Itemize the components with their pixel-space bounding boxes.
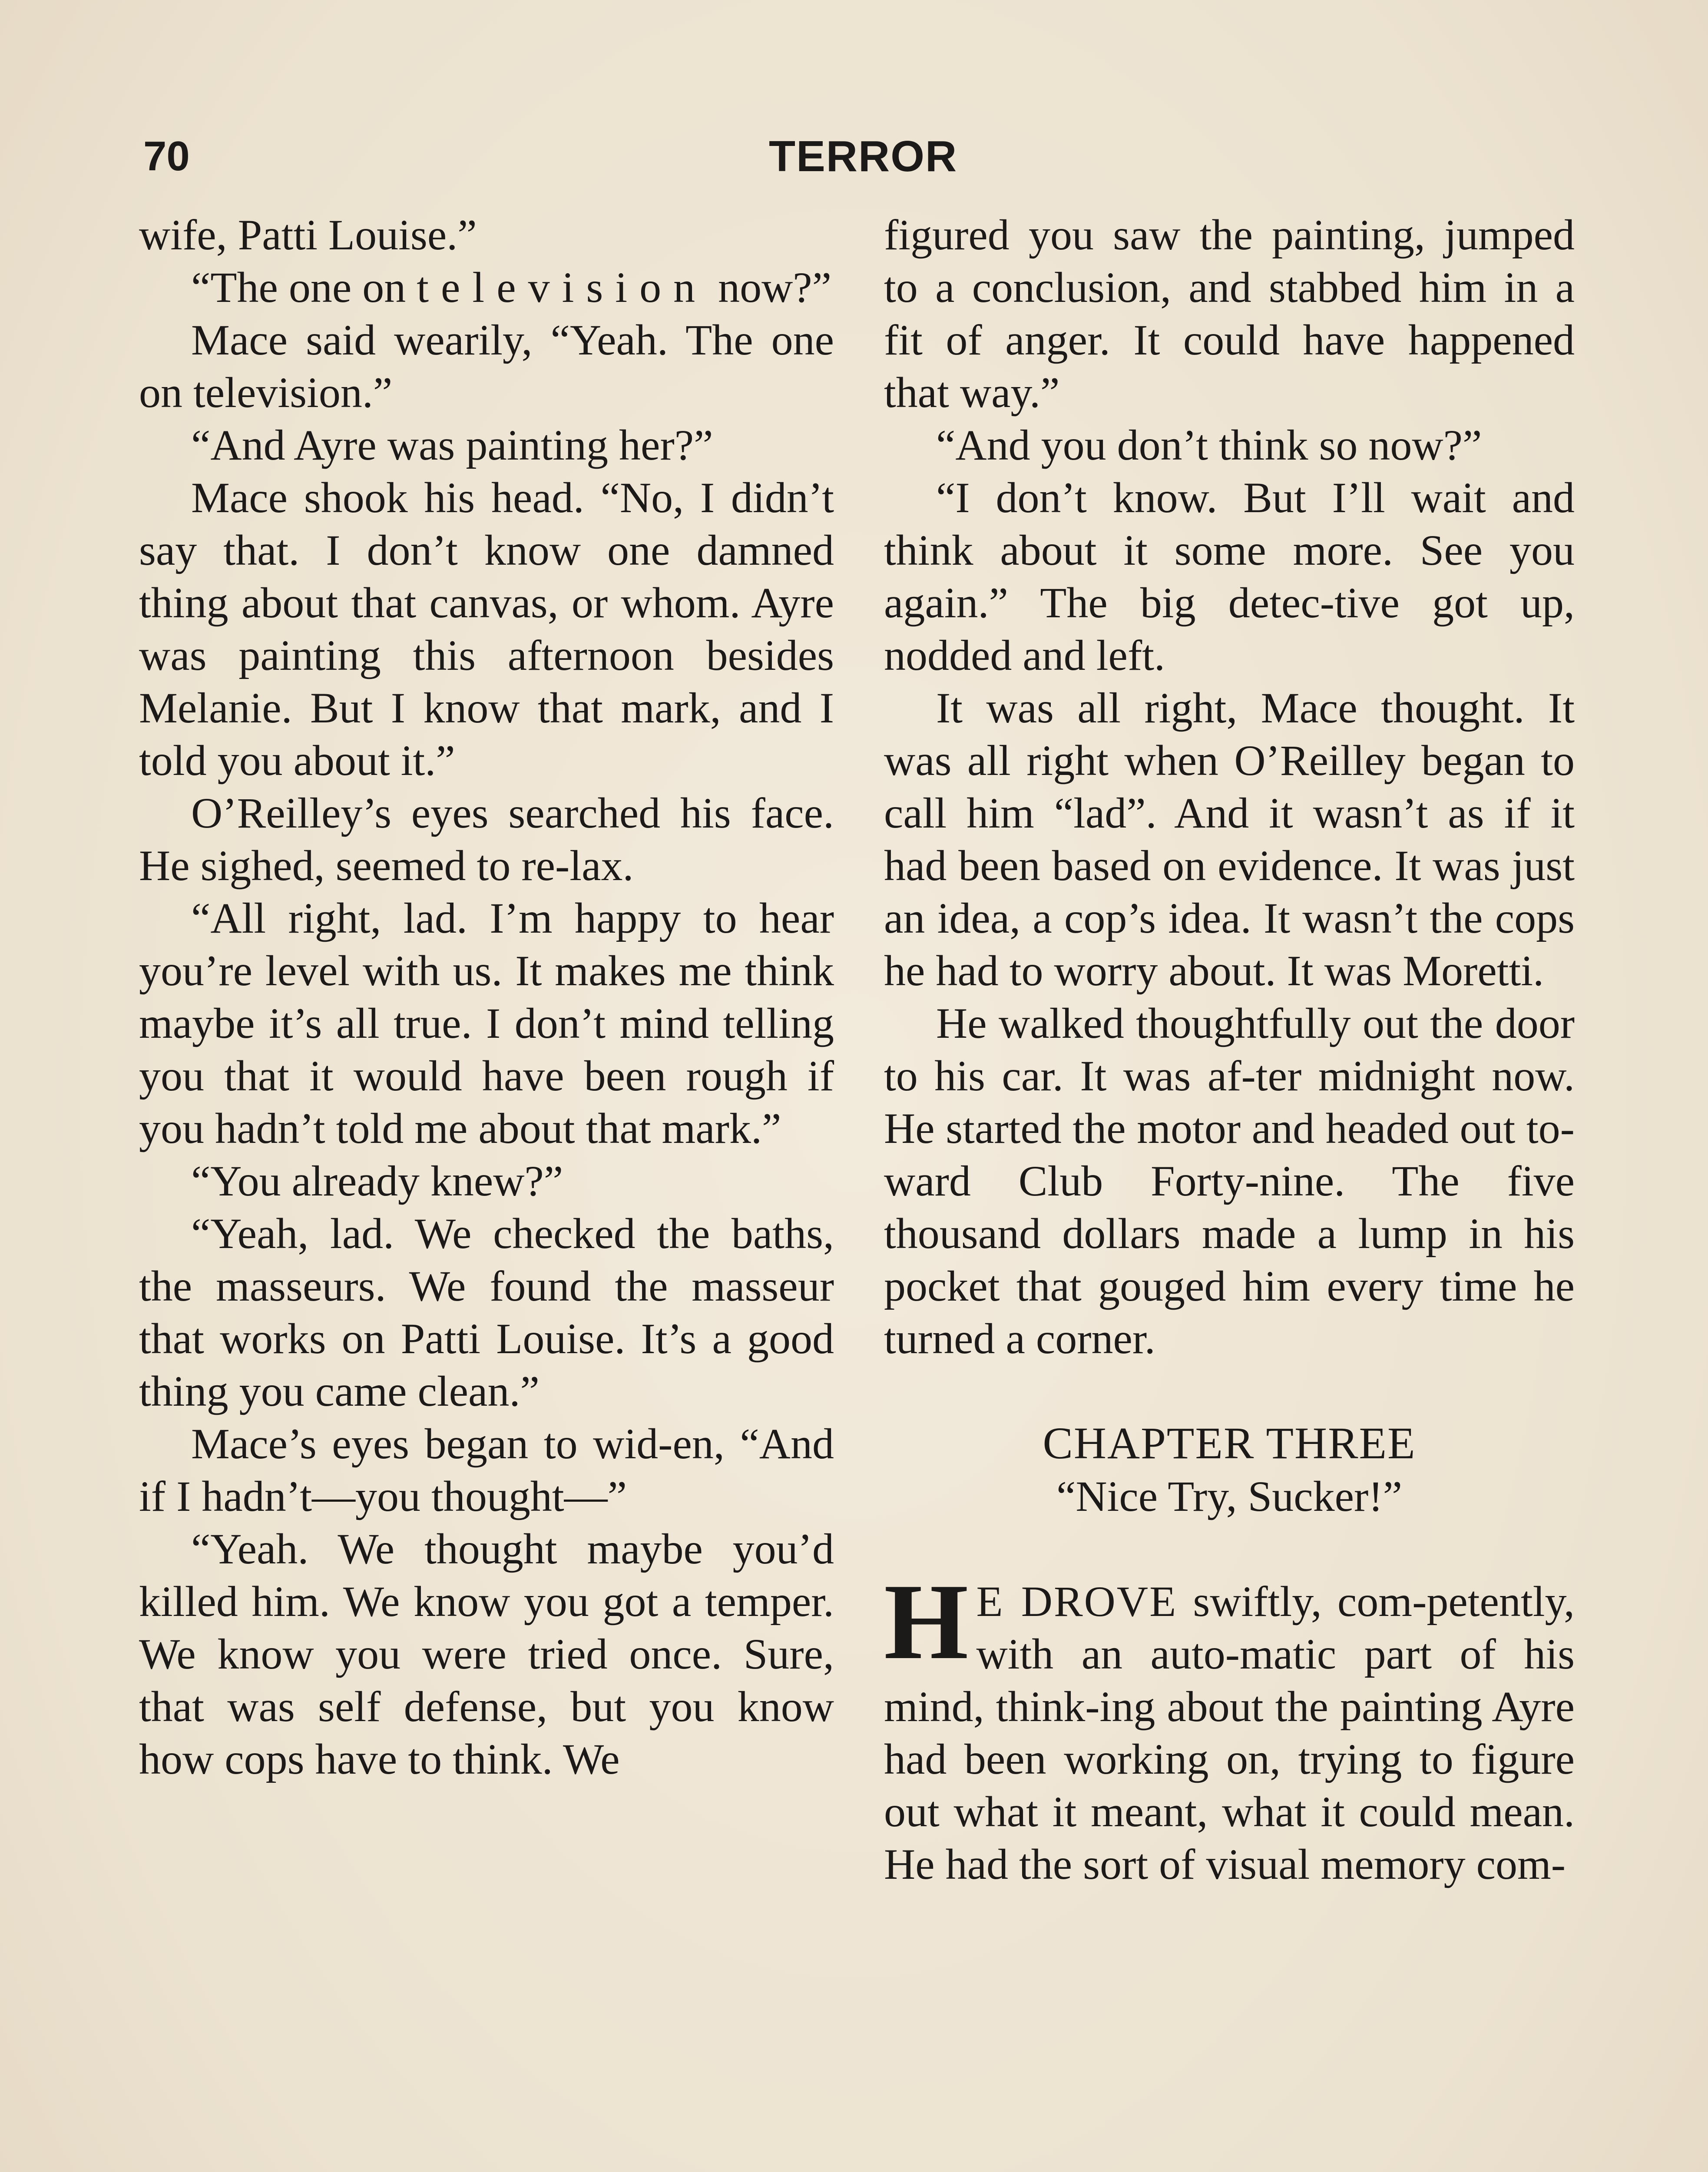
left-column: [139, 209, 834, 1785]
paragraph: “The one on television now?”: [191, 263, 832, 311]
paragraph: “Yeah. We thought maybe you’d killed him. We know you got a temper. We know you were tried once. Sure, that was self defense, but you know how cops have to think. We: [139, 1525, 834, 1783]
paragraph: He walked thoughtfully out the door to his car. It was af-ter midnight now. He started the motor and headed out to-ward Club Forty-nine. The five thousand dollars made a lump in his pocket that gouged him every time he turned a corner.: [884, 999, 1575, 1363]
right-column: [884, 209, 1575, 1891]
running-title: TERROR: [769, 132, 958, 181]
chapter-title: “Nice Try, Sucker!”: [1056, 1472, 1403, 1520]
chapter-heading: [884, 1417, 1575, 1523]
drop-cap: H: [884, 1562, 969, 1682]
paragraph: “I don’t know. But I’ll wait and think about it some more. See you again.” The big detec-tive got up, nodded and left.: [884, 473, 1575, 679]
paragraph: Mace’s eyes began to wid-en, “And if I hadn’t—you thought—”: [139, 1420, 834, 1520]
paragraph: “And Ayre was painting her?”: [191, 421, 713, 469]
paragraph: wife, Patti Louise.”: [139, 211, 477, 259]
opening-paragraph: H E DROVE swiftly, com-petently, with an auto-matic part of his mind, think-ing about the painting Ayre had been working on, trying to figure out what it meant, what it could mean. He had the sort of visual memory com-: [884, 1562, 1575, 1888]
page-number: 70: [143, 133, 190, 179]
paragraph: “Yeah, lad. We checked the baths, the masseurs. We found the masseur that works on Patti Louise. It’s a good thing you came clean.”: [139, 1209, 834, 1415]
paragraph: “All right, lad. I’m happy to hear you’re level with us. It makes me think maybe it’s all true. I don’t mind telling you that it would have been rough if you hadn’t told me about that mark.”: [139, 894, 834, 1152]
paragraph: figured you saw the painting, jumped to a conclusion, and stabbed him in a fit of anger. It could have happened that way.”: [884, 211, 1575, 417]
chapter-number: CHAPTER THREE: [1043, 1418, 1416, 1468]
paragraph: Mace shook his head. “No, I didn’t say that. I don’t know one damned thing about that canvas, or whom. Ayre was painting this afternoon besides Melanie. But I know that mark, and I told you about it.”: [139, 473, 834, 785]
paragraph: “You already knew?”: [191, 1157, 563, 1205]
page-header: [143, 130, 1577, 191]
paragraph: O’Reilley’s eyes searched his face. He sighed, seemed to re-lax.: [139, 789, 834, 890]
paragraph: “And you don’t think so now?”: [936, 421, 1482, 469]
paragraph: It was all right, Mace thought. It was all right when O’Reilley began to call him “lad”. And it wasn’t as if it had been based on evidence. It was just an idea, a cop’s idea. It wasn’t the cops he had to worry about. It was Moretti.: [884, 684, 1575, 995]
paragraph: Mace said wearily, “Yeah. The one on television.”: [139, 316, 834, 417]
